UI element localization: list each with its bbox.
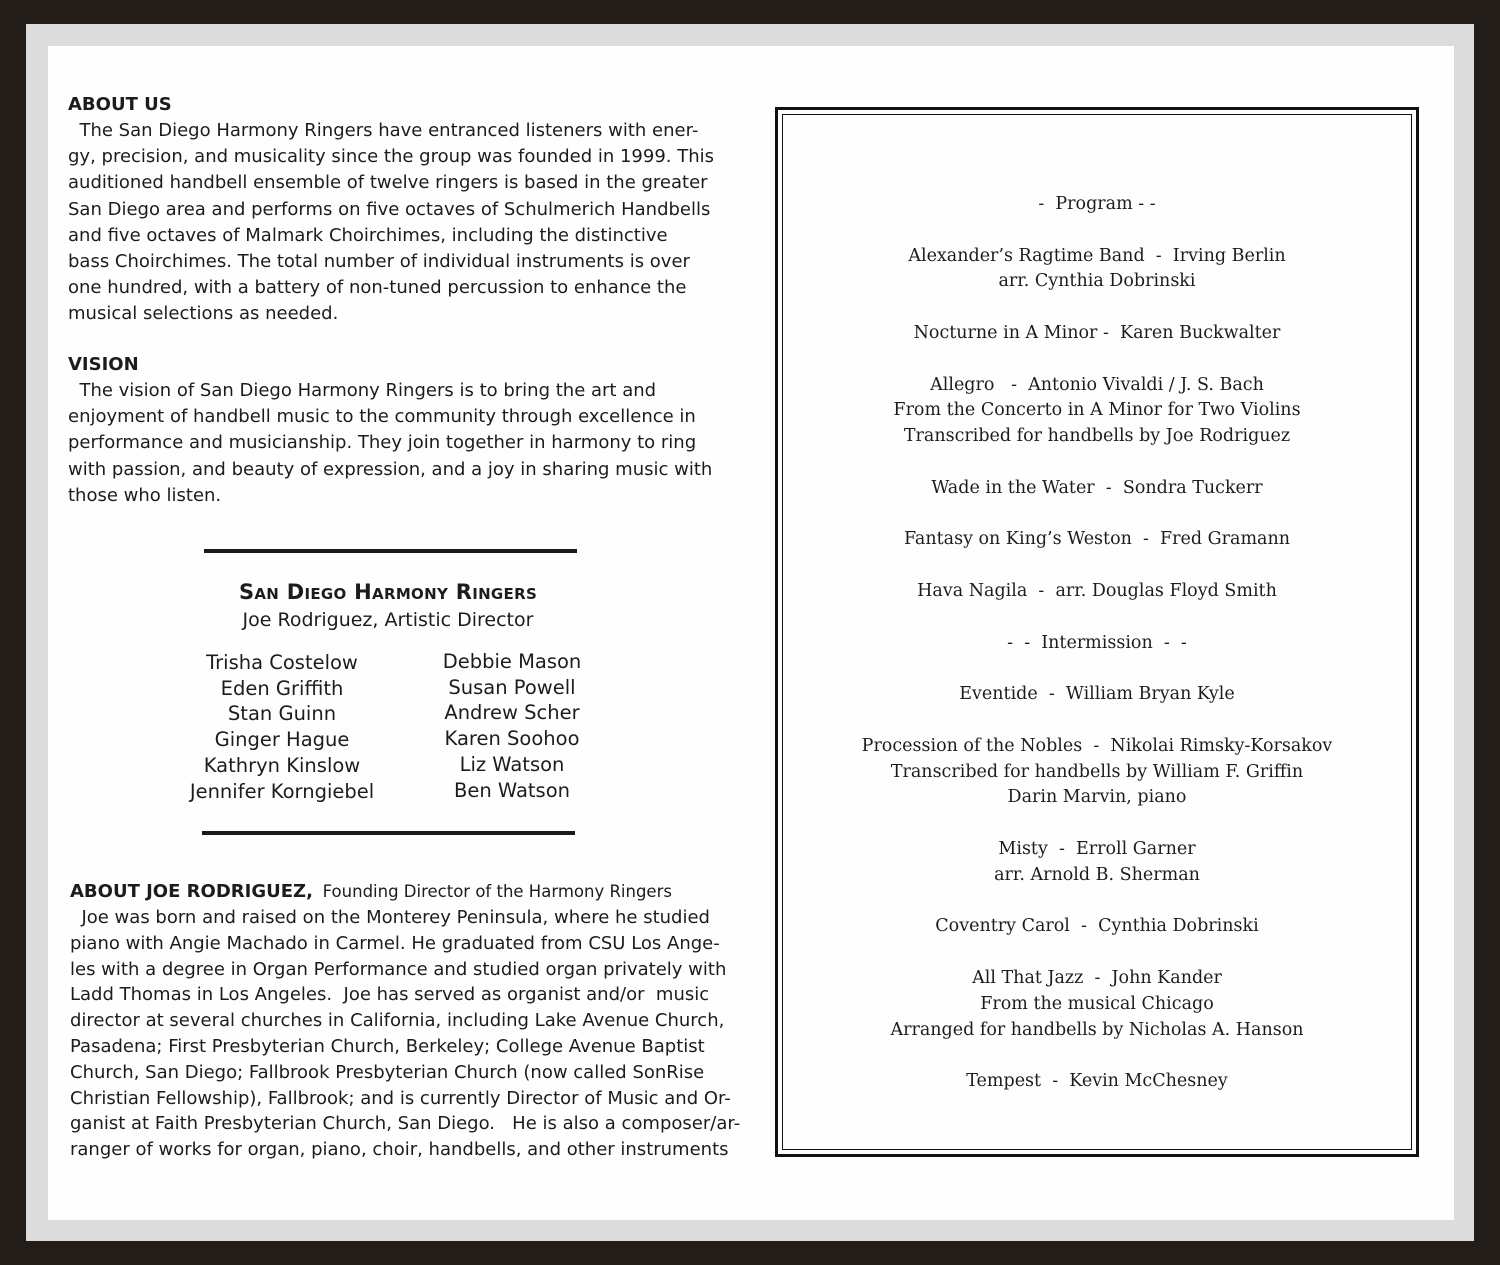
member-name: Stan Guinn: [227, 702, 337, 726]
program-item-title: - - Intermission - -: [1007, 632, 1187, 653]
program-item-detail: Transcribed for handbells by William F. Griffin: [890, 761, 1304, 782]
program-item-title: Fantasy on King’s Weston - Fred Gramann: [903, 529, 1291, 550]
member-name: Ben Watson: [453, 778, 570, 802]
program-item-title: Allegro - Antonio Vivaldi / J. S. Bach: [930, 374, 1264, 395]
program-item-detail: From the Concerto in A Minor for Two Violins: [893, 400, 1301, 421]
about-us-line: and five octaves of Malmark Choirchimes, including the distinctive: [68, 224, 668, 246]
about-joe-subheading: Founding Director of the Harmony Ringers: [322, 882, 672, 901]
program-item: [778, 476, 1416, 502]
member-name: Jennifer Korngiebel: [189, 779, 375, 803]
about-joe-line: piano with Angie Machado in Carmel. He graduated from CSU Los Ange-: [70, 932, 720, 954]
program-item: [778, 914, 1416, 940]
about-joe-line: ranger of works for organ, piano, choir, handbells, and other instruments: [70, 1139, 729, 1161]
member-name: Liz Watson: [459, 752, 565, 776]
member-name: Kathryn Kinslow: [203, 753, 361, 777]
program-item-title: - Program - -: [1038, 194, 1156, 214]
about-us-line: bass Choirchimes. The total number of individual instruments is over: [68, 251, 690, 273]
about-joe-line: ganist at Faith Presbyterian Church, San Diego. He is also a composer/ar-: [70, 1113, 741, 1135]
about-us-line: one hundred, with a battery of non-tuned percussion to enhance the: [68, 277, 687, 299]
vision-section: [68, 352, 748, 509]
program-item-title: Alexander’s Ragtime Band - Irving Berlin: [908, 245, 1286, 266]
about-us-line: gy, precision, and musicality since the group was founded in 1999. This: [68, 146, 715, 168]
member-name: Susan Powell: [448, 675, 576, 699]
vision-line: those who listen.: [68, 484, 222, 506]
member-name: Andrew Scher: [444, 701, 580, 725]
about-us-heading: ABOUT US: [68, 94, 172, 115]
program-item-title: Tempest - Kevin McChesney: [966, 1071, 1228, 1092]
about-us-body: [68, 118, 748, 328]
artistic-director: Joe Rodriguez, Artistic Director: [242, 609, 534, 631]
about-joe-line: Joe was born and raised on the Monterey Peninsula, where he studied: [70, 907, 710, 928]
about-us-line: San Diego area and performs on five octaves of Schulmerich Handbells: [68, 198, 711, 220]
program-list: [778, 192, 1416, 1121]
program-item: [778, 1069, 1416, 1095]
about-joe-line: director at several churches in California, including Lake Avenue Church,: [70, 1010, 725, 1032]
vision-line: The vision of San Diego Harmony Ringers is to bring the art and: [68, 380, 657, 401]
program-item: [778, 192, 1416, 218]
vision-line: with passion, and beauty of expression, and a joy in sharing music with: [68, 458, 713, 480]
member-name: Karen Soohoo: [444, 727, 580, 751]
about-joe-line: les with a degree in Organ Performance and studied organ privately with: [70, 958, 727, 980]
about-joe-body: [70, 905, 750, 1163]
roster-top-rule: [204, 549, 577, 553]
about-joe-line: Church, San Diego; Fallbrook Presbyterian Church (now called SonRise: [70, 1061, 705, 1083]
program-item-title: Hava Nagila - arr. Douglas Floyd Smith: [917, 580, 1277, 601]
program-item-title: Eventide - William Bryan Kyle: [959, 684, 1235, 705]
vision-line: performance and musicianship. They join together in harmony to ring: [68, 432, 697, 454]
program-item-title: All That Jazz - John Kander: [972, 967, 1222, 988]
program-item-title: Misty - Erroll Garner: [998, 838, 1196, 859]
program-item: [778, 373, 1416, 450]
vision-body: [68, 378, 748, 509]
about-us-line: auditioned handbell ensemble of twelve ringers is based in the greater: [68, 172, 708, 194]
member-name: Trisha Costelow: [206, 651, 358, 674]
program-item: [778, 837, 1416, 889]
program-item: [778, 527, 1416, 553]
program-item-detail: Darin Marvin, piano: [1007, 787, 1187, 808]
about-joe-section: [70, 879, 750, 1163]
members-right-column: [400, 649, 624, 803]
program-item: [778, 321, 1416, 347]
program-item: [778, 244, 1416, 296]
vision-line: enjoyment of handbell music to the community through excellence in: [68, 406, 696, 428]
program-item: [778, 631, 1416, 657]
program-item-detail: Arranged for handbells by Nicholas A. Hanson: [890, 1019, 1304, 1040]
program-item-detail: From the musical Chicago: [980, 993, 1214, 1014]
roster-bottom-rule: [202, 831, 575, 835]
about-joe-line: Christian Fellowship), Fallbrook; and is currently Director of Music and Or-: [70, 1087, 731, 1109]
program-item: [778, 682, 1416, 708]
about-us-line: The San Diego Harmony Ringers have entranced listeners with ener-: [68, 120, 699, 141]
about-joe-heading: ABOUT JOE RODRIGUEZ,: [70, 881, 313, 902]
program-item-title: Nocturne in A Minor - Karen Buckwalter: [913, 322, 1281, 343]
about-joe-heading-line: [70, 879, 750, 905]
member-name: Ginger Hague: [214, 728, 350, 752]
group-name: San Diego Harmony Ringers: [238, 580, 538, 604]
about-joe-line: Ladd Thomas in Los Angeles. Joe has served as organist and/or music: [70, 984, 710, 1006]
program-item-title: Coventry Carol - Cynthia Dobrinski: [935, 916, 1259, 937]
about-us-line: musical selections as needed.: [68, 303, 339, 325]
program-item: [778, 966, 1416, 1043]
about-joe-line: Pasadena; First Presbyterian Church, Berkeley; College Avenue Baptist: [70, 1035, 705, 1057]
program-item-title: Procession of the Nobles - Nikolai Rimsky-Korsakov: [861, 735, 1333, 756]
member-name: Debbie Mason: [442, 650, 582, 673]
program-item-detail: arr. Cynthia Dobrinski: [998, 271, 1196, 292]
members-left-column: [170, 650, 394, 804]
program-item-detail: Transcribed for handbells by Joe Rodriguez: [903, 426, 1291, 447]
program-item-detail: arr. Arnold B. Sherman: [994, 864, 1200, 885]
program-box: [775, 107, 1419, 1157]
program-item-title: Wade in the Water - Sondra Tuckerr: [931, 477, 1263, 498]
vision-heading: VISION: [68, 354, 139, 375]
program-item: [778, 734, 1416, 811]
member-name: Eden Griffith: [220, 676, 344, 700]
about-us-section: [68, 92, 748, 328]
program-item: [778, 579, 1416, 605]
